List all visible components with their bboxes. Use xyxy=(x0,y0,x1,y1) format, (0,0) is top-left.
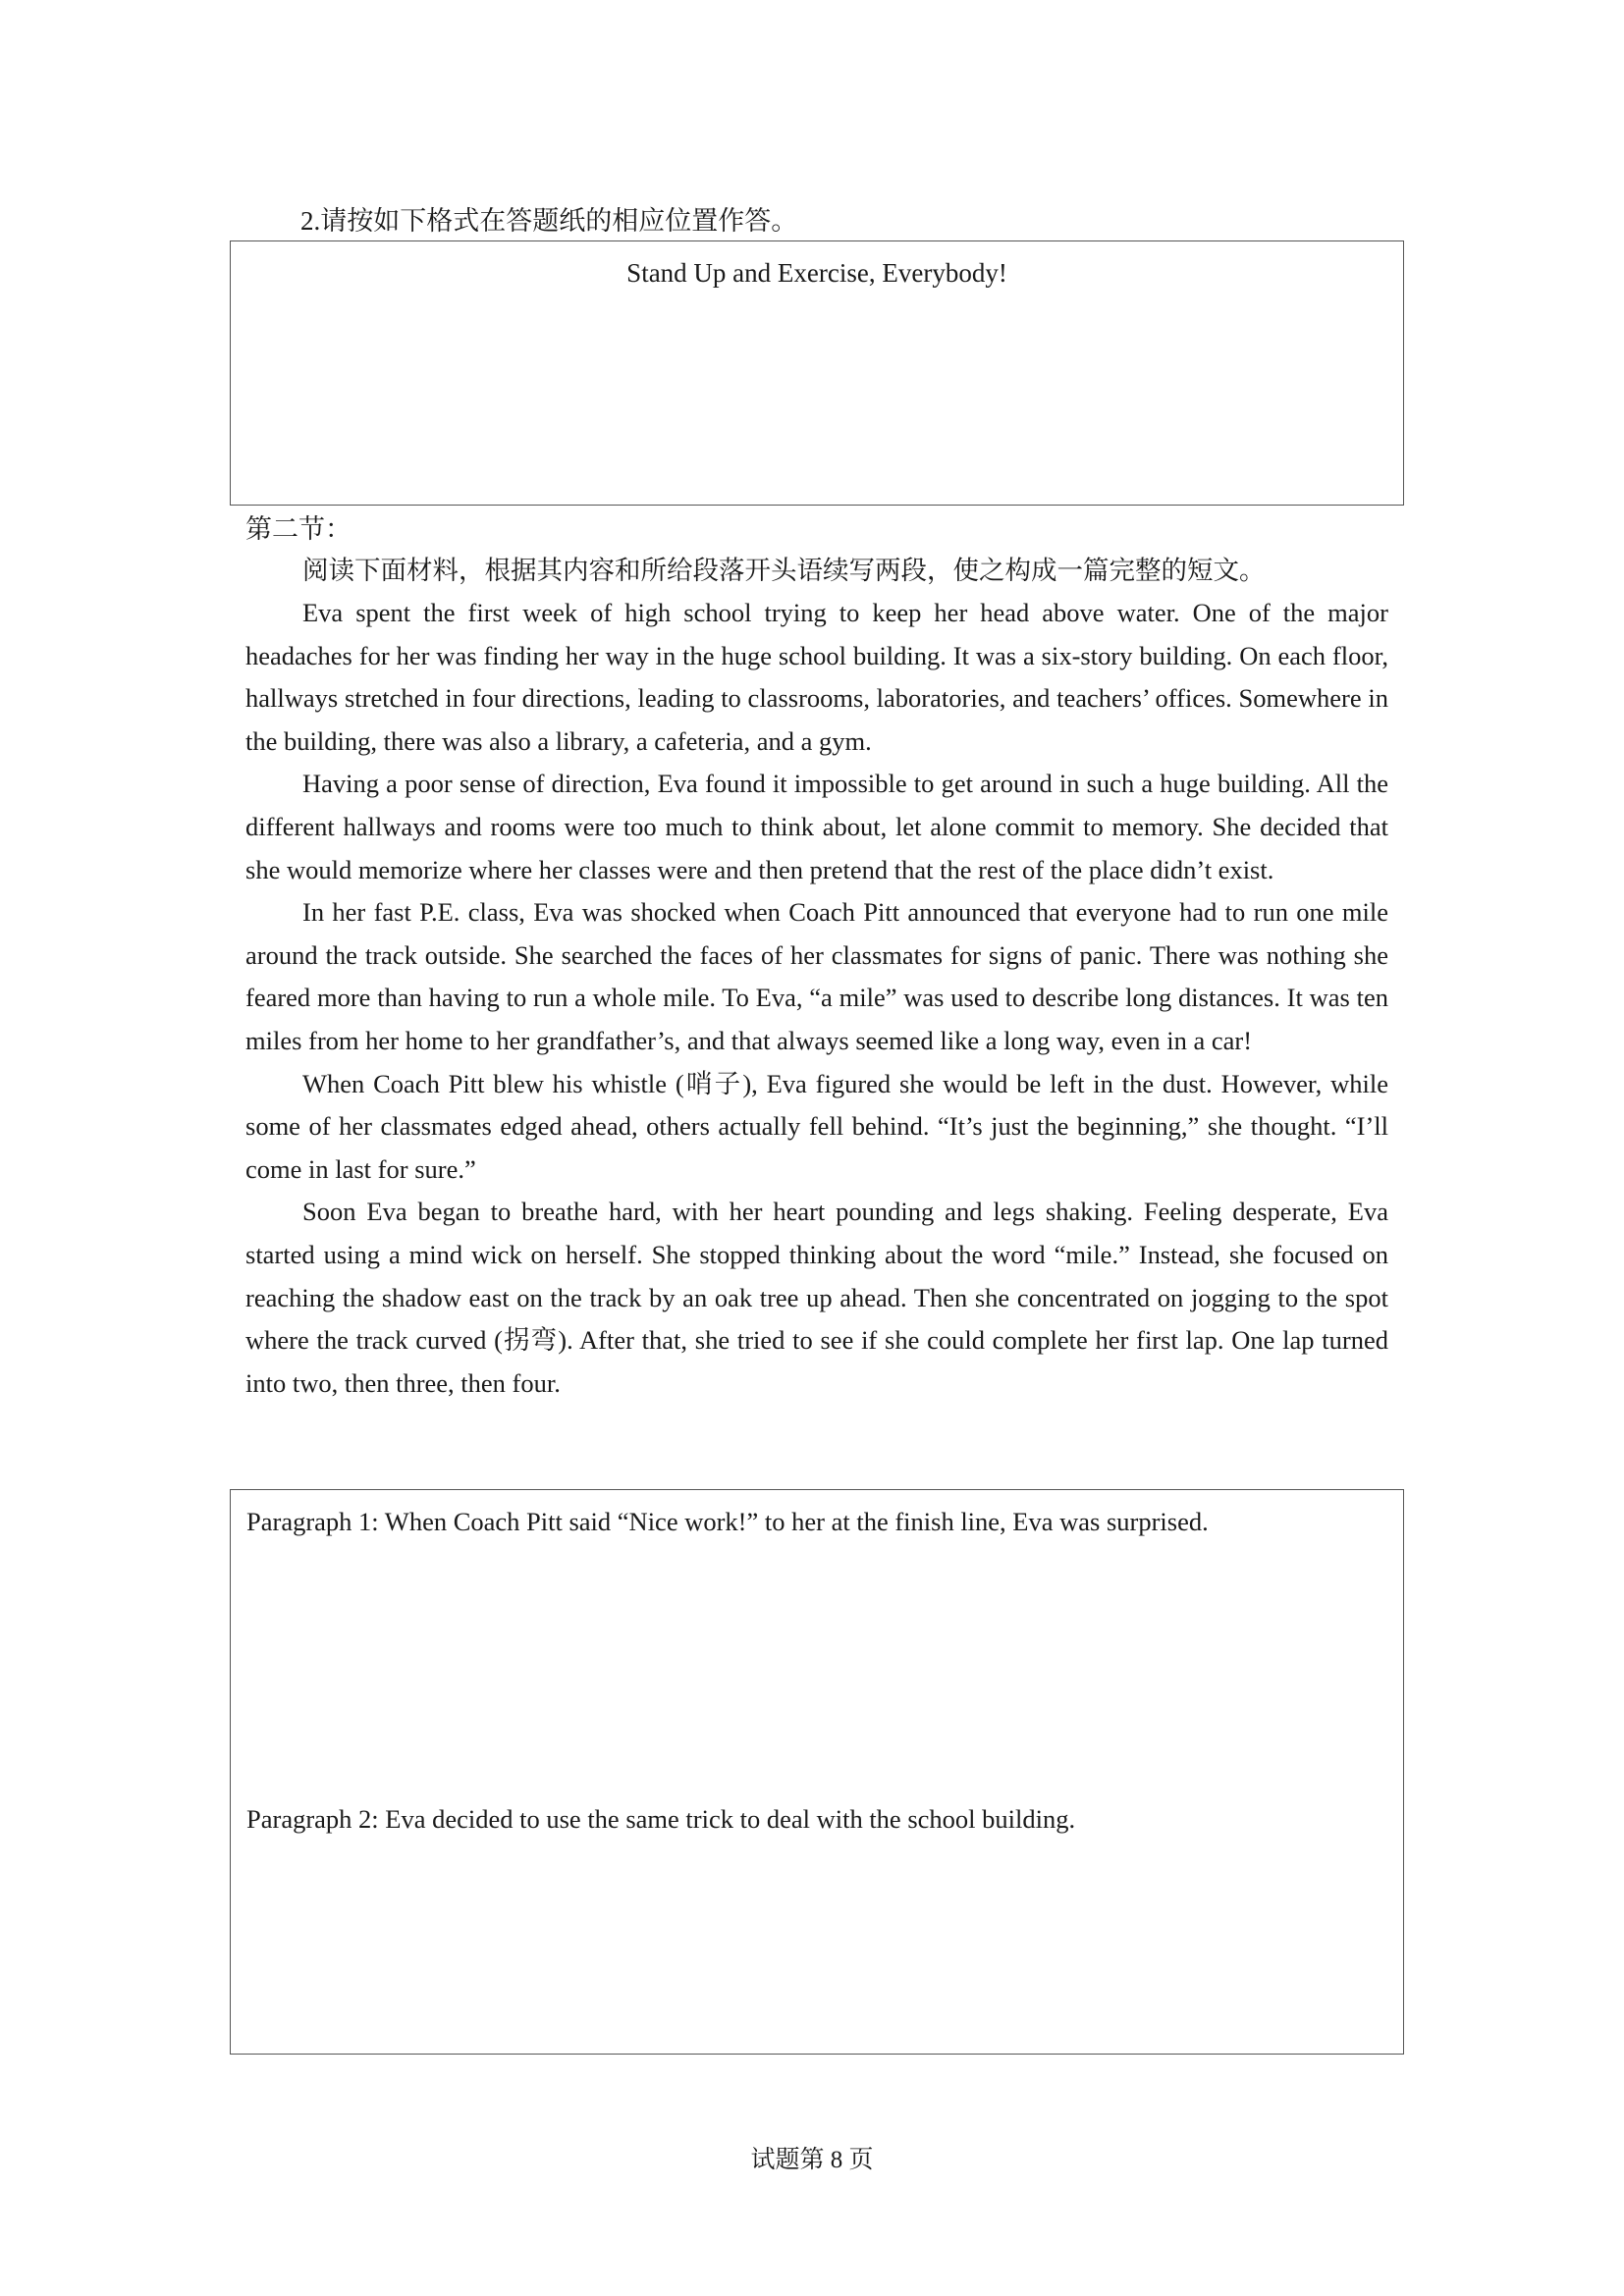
passage-paragraph: In her fast P.E. class, Eva was shocked when Coach Pitt announced that everyone had to run one mile around the track outside. She searched the faces of her classmates for signs of panic. There was nothing she feared more than having to run a whole mile. To Eva, “a mile” was used to describe long distances. It was ten miles from her home to her grandfather’s, and that always seemed like a long way, even in a car! xyxy=(245,897,1388,1055)
reading-passage xyxy=(245,549,1388,1405)
passage-paragraph: Soon Eva began to breathe hard, with her heart pounding and legs shaking. Feeling desperate, Eva started using a mind wick on herself. She stopped thinking about the word “mile.” Instead, she focused on reaching the shadow east on the track by an oak tree up ahead. Then she concentrated on jogging to the spot where the track curved (拐弯). After that, she tried to see if she could complete her first lap. One lap turned into two, then three, then four. xyxy=(245,1197,1388,1398)
section-directions: 阅读下面材料，根据其内容和所给段落开头语续写两段，使之构成一篇完整的短文。 xyxy=(302,556,1266,585)
paragraph-1-prompt: Paragraph 1: When Coach Pitt said “Nice work!” to her at the finish line, Eva was surprised. xyxy=(246,1507,1209,1536)
passage-paragraph: Eva spent the first week of high school trying to keep her head above water. One of the major headaches for her was finding her way in the huge school building. It was a six-story building. On each floor, hallways stretched in four directions, leading to classrooms, laboratories, and teachers’ offices. Somewhere in the building, there was also a library, a cafeteria, and a gym. xyxy=(245,598,1388,756)
answer-format-instruction: 2.请按如下格式在答题纸的相应位置作答。 xyxy=(300,206,798,236)
title-answer-box xyxy=(230,240,1404,506)
paragraph-2-prompt: Paragraph 2: Eva decided to use the same trick to deal with the school building. xyxy=(246,1804,1076,1834)
passage-paragraph: When Coach Pitt blew his whistle (哨子), Eva figured she would be left in the dust. However, while some of her classmates edged ahead, others actually fell behind. “It’s just the beginning,” she thought. “I’ll come in last for sure.” xyxy=(245,1068,1388,1184)
page-number: 试题第 8 页 xyxy=(750,2147,874,2173)
section-label: 第二节： xyxy=(245,514,352,544)
continuation-answer-box xyxy=(230,1489,1404,2055)
passage-paragraph: Having a poor sense of direction, Eva found it impossible to get around in such a huge building. All the different hallways and rooms were too much to think about, let alone commit to memory. She decided that she would memorize where her classes were and then pretend that the rest of the place didn’t exist. xyxy=(245,769,1388,884)
essay-title: Stand Up and Exercise, Everybody! xyxy=(626,258,1007,288)
